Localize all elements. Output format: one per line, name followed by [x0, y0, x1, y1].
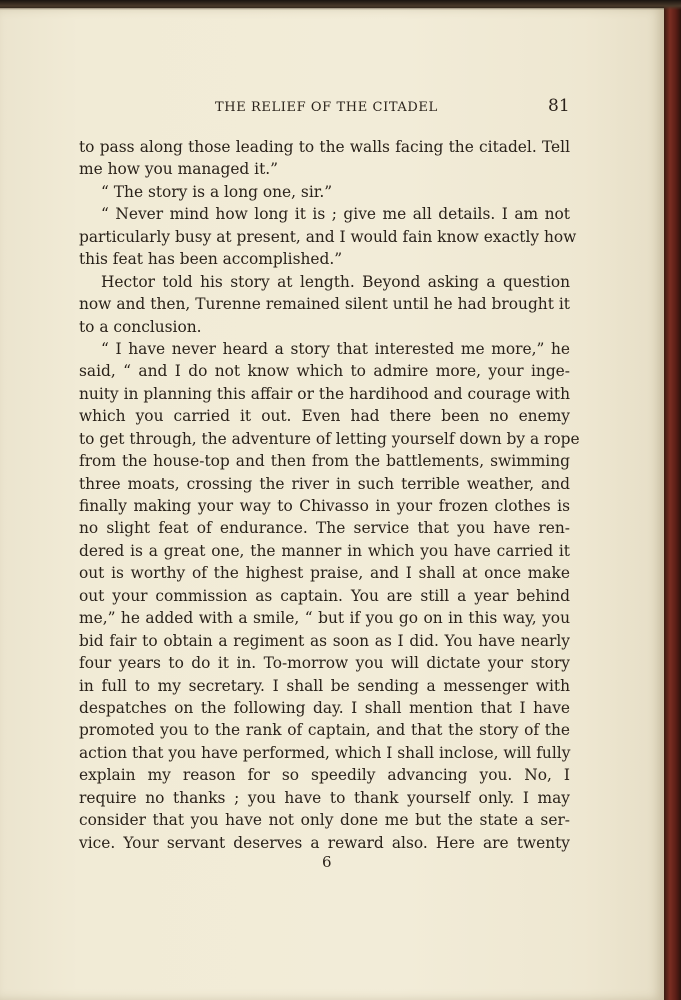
- text-line: to a conclusion.: [79, 317, 202, 336]
- page-number: 81: [548, 96, 570, 116]
- body-text: [79, 136, 580, 854]
- text-line: me,” he added with a smile, “ but if you go on in this way, you: [79, 609, 570, 628]
- text-line: bid fair to obtain a regiment as soon as I did. You have nearly: [79, 631, 570, 650]
- book-cover-edge: [664, 0, 681, 1000]
- text-line: out is worthy of the highest praise, and I shall at once make: [79, 564, 570, 583]
- text-line: vice. Your servant deserves a reward also. Here are twenty: [79, 833, 570, 852]
- text-line: dered is a great one, the manner in which you have carried it: [79, 541, 570, 560]
- text-line: explain my reason for so speedily advancing you. No, I: [79, 766, 570, 785]
- text-line: no slight feat of endurance. The service that you have ren-: [79, 519, 570, 538]
- text-line: “ I have never heard a story that interested me more,” he: [101, 339, 570, 358]
- text-line: me how you managed it.”: [79, 160, 279, 179]
- text-line: Hector told his story at length. Beyond asking a question: [101, 272, 570, 291]
- top-shadow: [0, 0, 681, 10]
- text-line: to get through, the adventure of letting yourself down by a rope: [79, 429, 580, 448]
- text-line: action that you have performed, which I shall inclose, will fully: [79, 743, 571, 762]
- text-line: “ The story is a long one, sir.”: [101, 182, 333, 201]
- text-line: in full to my secretary. I shall be sending a messenger with: [79, 676, 570, 695]
- text-line: which you carried it out. Even had there been no enemy: [79, 407, 570, 426]
- text-line: now and then, Turenne remained silent until he had brought it: [79, 295, 570, 314]
- text-line: finally making your way to Chivasso in your frozen clothes is: [79, 497, 570, 515]
- text-line: nuity in planning this affair or the hardihood and courage with: [79, 384, 570, 403]
- text-line: to pass along those leading to the walls facing the citadel. Tell: [79, 138, 570, 156]
- signature-mark: 6: [322, 853, 332, 871]
- text-line: despatches on the following day. I shall mention that I have: [79, 698, 570, 717]
- text-line: from the house-top and then from the battlements, swimming: [79, 452, 570, 471]
- text-line: particularly busy at present, and I would fain know exactly how: [79, 227, 577, 246]
- book-page: [0, 8, 664, 1000]
- text-line: this feat has been accomplished.”: [79, 250, 343, 269]
- text-line: “ Never mind how long it is ; give me all details. I am not: [101, 205, 570, 224]
- text-line: three moats, crossing the river in such terrible weather, and: [79, 474, 570, 493]
- text-line: four years to do it in. To-morrow you will dictate your story: [79, 654, 570, 673]
- text-line: out your commission as captain. You are still a year behind: [79, 586, 570, 605]
- text-line: promoted you to the rank of captain, and that the story of the: [79, 721, 570, 740]
- text-line: said, “ and I do not know which to admire more, your inge-: [79, 362, 570, 381]
- page-header: [0, 96, 664, 120]
- running-head: THE RELIEF OF THE CITADEL: [215, 100, 438, 115]
- text-line: require no thanks ; you have to thank yourself only. I may: [79, 788, 570, 807]
- text-line: consider that you have not only done me but the state a ser-: [79, 811, 570, 830]
